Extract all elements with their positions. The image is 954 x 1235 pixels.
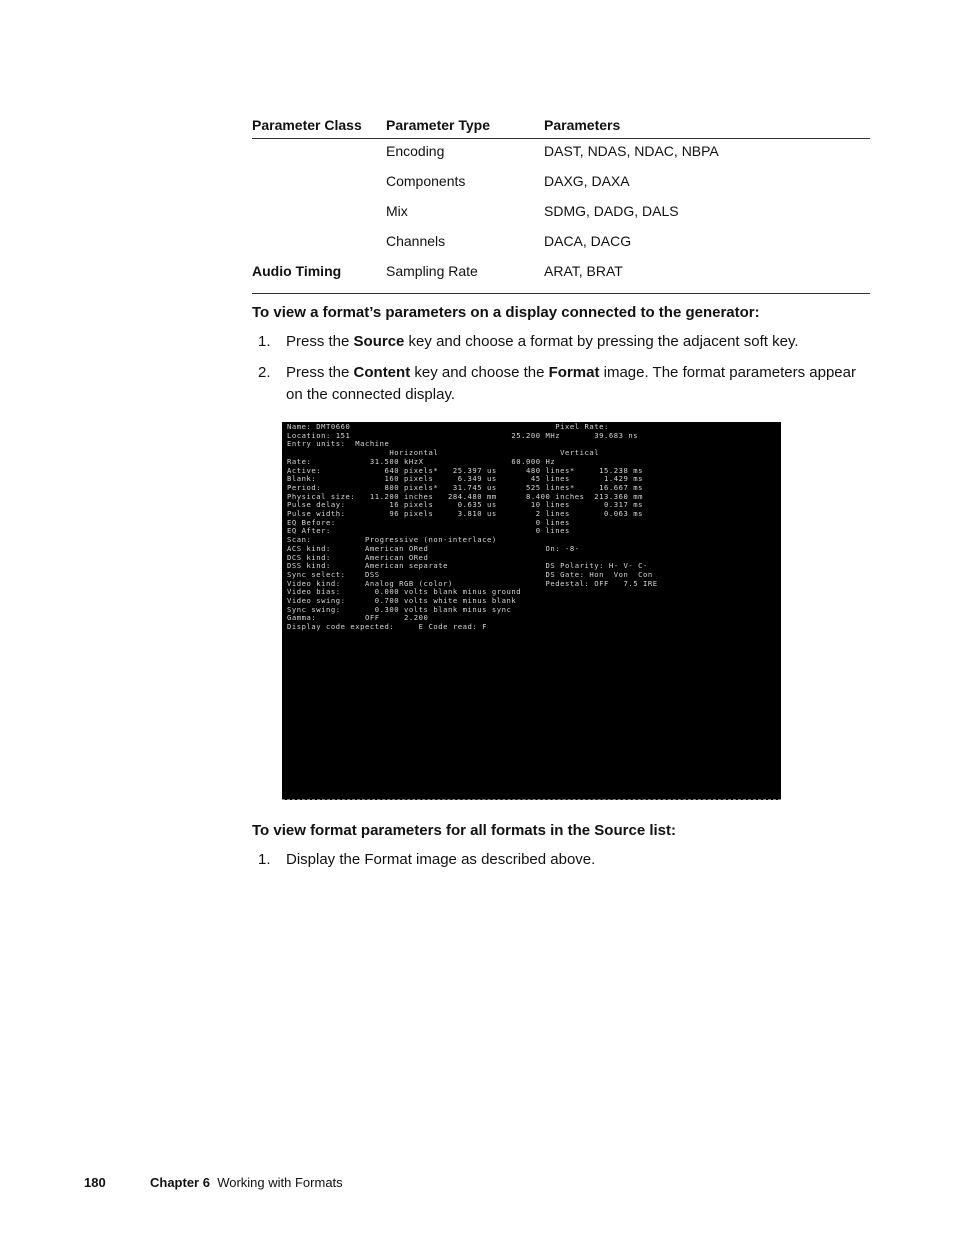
table-row: [252, 139, 870, 169]
screen-line: EQ After: 0 lines: [287, 526, 570, 536]
screen-line: DCS kind: American ORed: [287, 552, 429, 562]
screen-line: DSS kind: American separate DS Polarity: H- V- C-: [287, 561, 648, 571]
step-number: 1.: [258, 333, 271, 350]
cell-params: SDMG, DADG, DALS: [544, 203, 679, 219]
cell-type: Mix: [386, 203, 408, 219]
format-image-name: Format: [548, 364, 600, 381]
table-row: [252, 229, 870, 259]
screen-line: Entry units: Machine: [287, 439, 390, 449]
step-text-mid: key and choose the: [410, 364, 549, 381]
format-parameters-screen: [282, 422, 781, 800]
cell-type: Channels: [386, 233, 446, 249]
screen-line: Video kind: Analog RGB (color) Pedestal: OFF 7.5 IRE: [287, 578, 658, 588]
screen-line: Period: 800 pixels* 31.745 us 525 lines* 16.667 ms: [287, 482, 644, 492]
screen-line: Video swing: 0.700 volts white minus blank: [287, 596, 517, 606]
cell-params: DAXG, DAXA: [544, 173, 630, 189]
table-row: [252, 259, 870, 289]
header-parameters: Parameters: [544, 117, 621, 133]
step-text: [286, 362, 876, 406]
section1-step-1: [258, 331, 878, 355]
screen-line: Display code expected: E Code read: F: [287, 622, 487, 632]
screen-line: Pulse delay: 16 pixels 0.635 us 10 lines 0.317 ms: [287, 500, 644, 510]
cell-params: ARAT, BRAT: [544, 263, 623, 279]
header-parameter-class: Parameter Class: [252, 117, 362, 133]
table-row: [252, 169, 870, 199]
table-body: [252, 139, 870, 294]
chapter-label: Chapter 6: [150, 1175, 210, 1190]
screen-line: Video bias: 0.000 volts blank minus ground: [287, 587, 522, 597]
screen-line: Name: DMT0660 Pixel Rate:: [287, 422, 609, 431]
section2-step-1: [258, 849, 878, 873]
table-row: [252, 199, 870, 229]
chapter-title: Working with Formats: [217, 1175, 343, 1190]
screen-line: ACS kind: American ORed On: -8-: [287, 543, 580, 553]
step-number: 1.: [258, 851, 271, 868]
page-number: 180: [84, 1175, 106, 1190]
screen-line: Horizontal Vertical: [287, 448, 600, 458]
screen-text: [287, 423, 658, 632]
step-text-post: key and choose a format by pressing the adjacent soft key.: [404, 333, 799, 350]
source-key-name: Source: [353, 333, 405, 350]
step-number: 2.: [258, 364, 271, 381]
parameter-table: [252, 115, 870, 294]
cell-type: Sampling Rate: [386, 263, 478, 279]
header-parameter-type: Parameter Type: [386, 117, 491, 133]
screen-line: Rate: 31.500 kHzX 60.000 Hz: [287, 456, 556, 466]
screen-line: Physical size: 11.200 inches 284.480 mm 8.400 inches 213.360 mm: [287, 491, 644, 501]
step-text-pre: Press the: [286, 333, 354, 350]
cell-params: DAST, NDAS, NDAC, NBPA: [544, 143, 719, 159]
step-text-post: image. The format parameters appear on the connected display.: [286, 364, 856, 403]
section1-step-2: [258, 362, 878, 408]
screen-line: Gamma: OFF 2.200: [287, 613, 429, 623]
screen-line: EQ Before: 0 lines: [287, 517, 570, 527]
cell-type: Encoding: [386, 143, 445, 159]
cell-type: Components: [386, 173, 466, 189]
screen-line: Pulse width: 96 pixels 3.810 us 2 lines 0.063 ms: [287, 509, 644, 519]
step-text: [286, 331, 876, 353]
section1-heading: To view a format’s parameters on a display connected to the generator:: [252, 304, 760, 321]
content-key-name: Content: [353, 364, 411, 381]
table-header: [252, 115, 870, 139]
screen-line: Location: 151 25.200 MHz 39.683 ns: [287, 430, 639, 440]
screen-line: Sync swing: 0.300 volts blank minus sync: [287, 604, 512, 614]
cell-params: DACA, DACG: [544, 233, 632, 249]
screen-line: Scan: Progressive (non-interlace): [287, 535, 497, 545]
screen-line: Sync select: DSS DS Gate: Hon Von Con: [287, 569, 653, 579]
screen-line: Blank: 160 pixels 6.349 us 45 lines 1.429 ms: [287, 474, 644, 484]
footer-chapter: [150, 1175, 343, 1190]
step-text-pre: Press the: [286, 364, 354, 381]
section2-heading: To view format parameters for all formats in the Source list:: [252, 822, 676, 839]
screen-line: Active: 640 pixels* 25.397 us 480 lines* 15.238 ms: [287, 465, 644, 475]
step-text: Display the Format image as described above.: [286, 851, 596, 868]
cell-class: Audio Timing: [252, 263, 342, 279]
